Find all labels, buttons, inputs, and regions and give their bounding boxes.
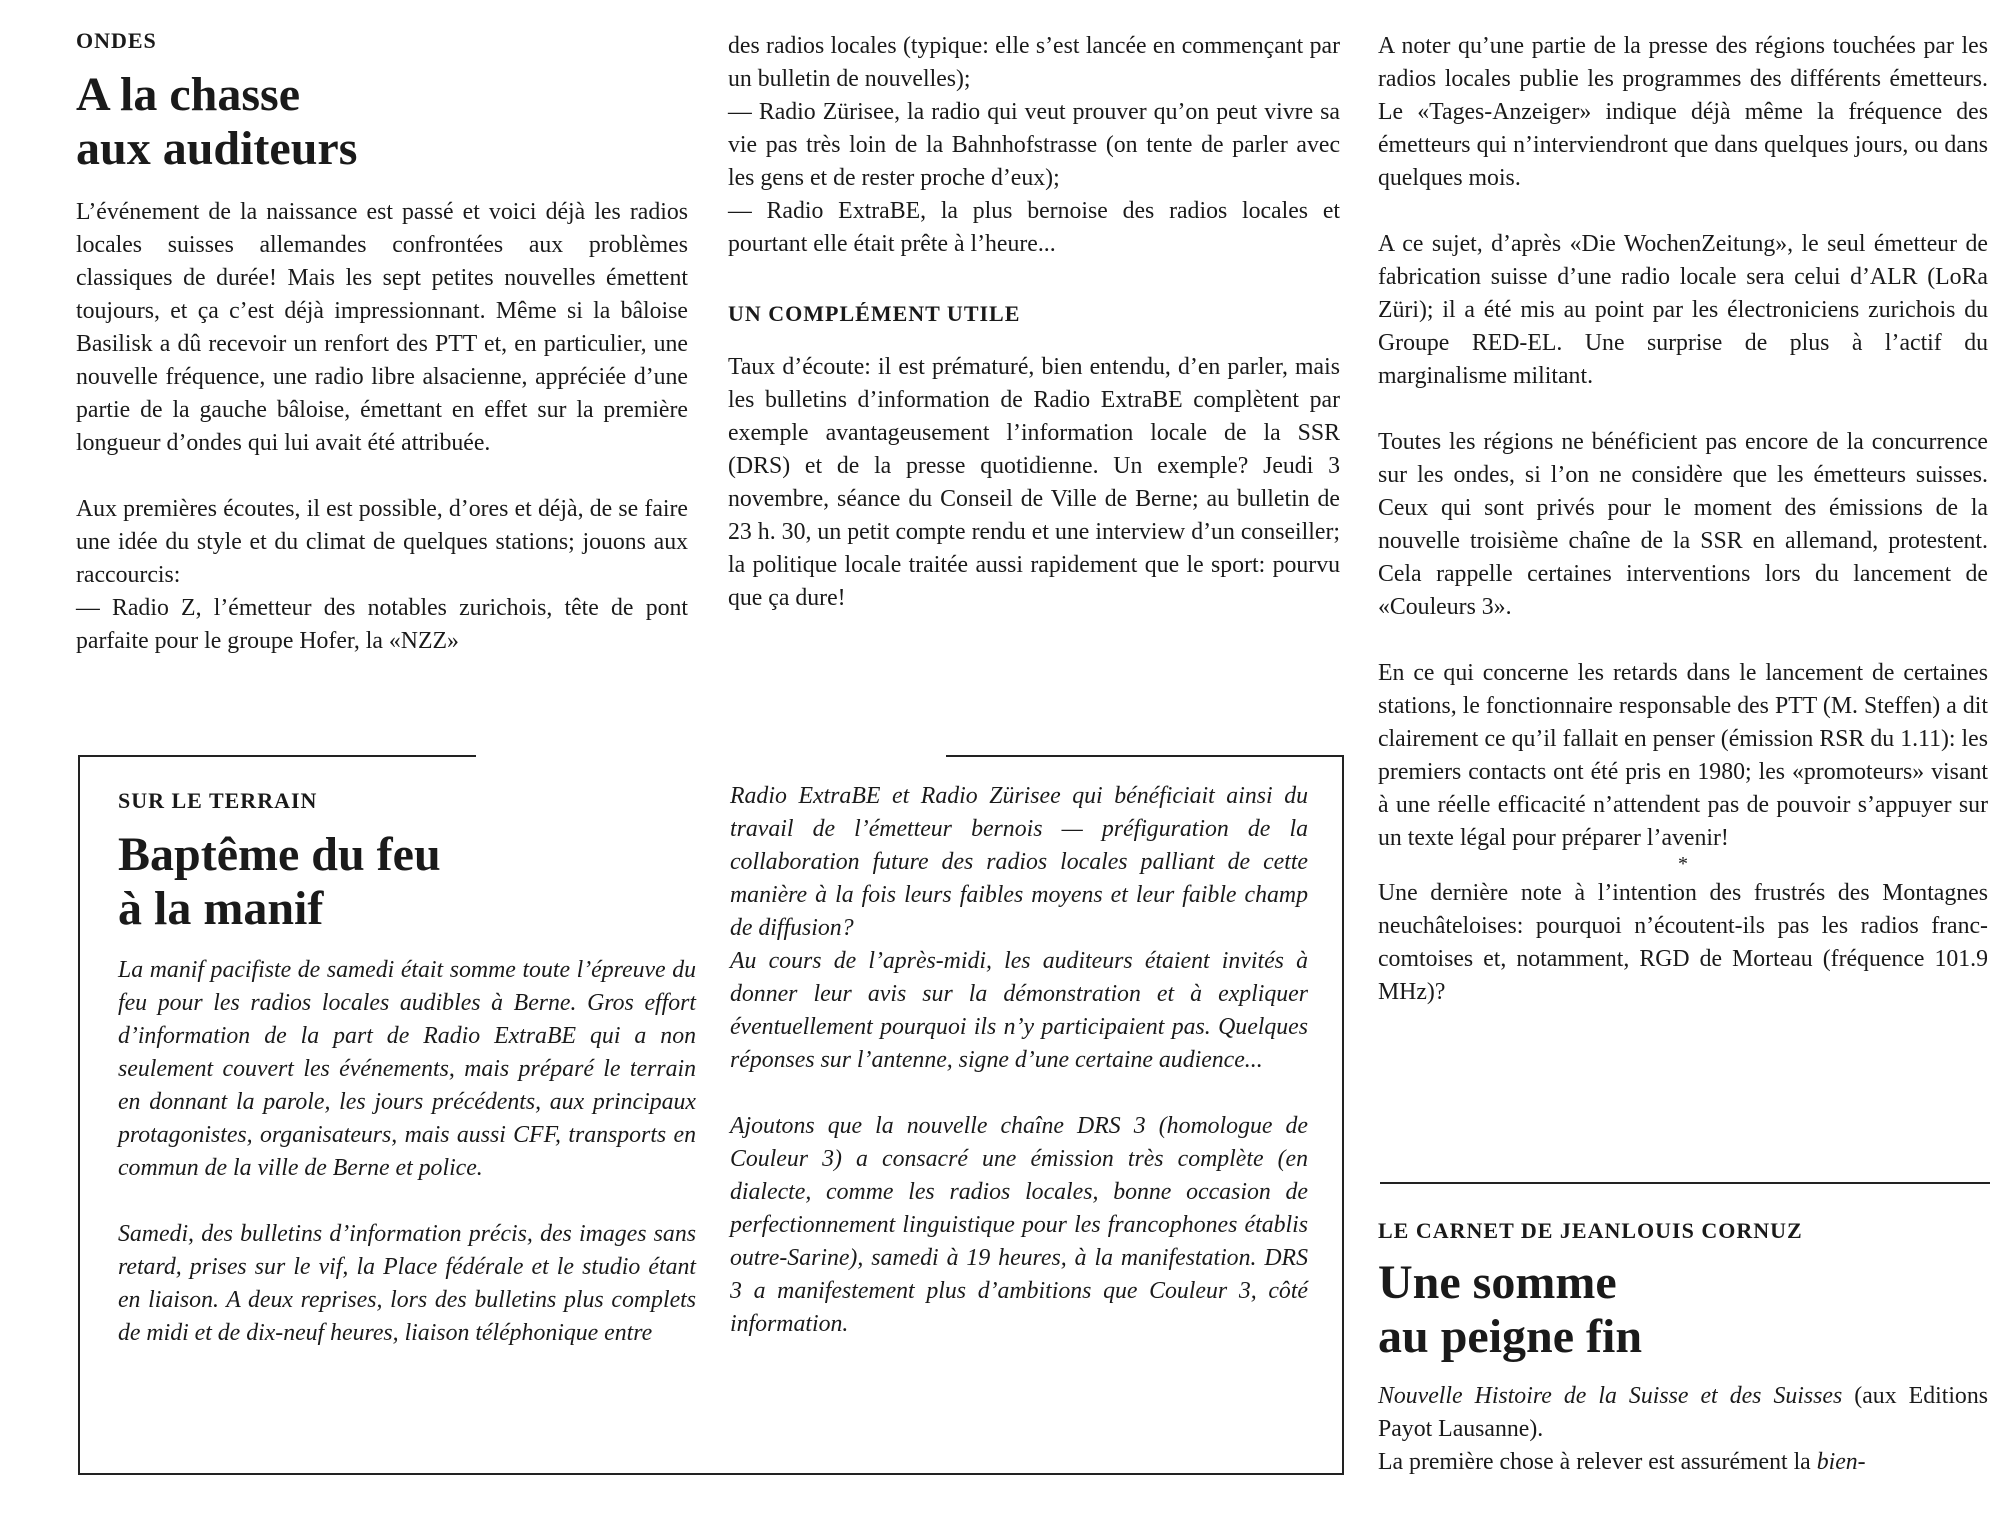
article-paragraph: — Radio ExtraBE, la plus bernoise des radios locales et pourtant elle était prête à l’heure... xyxy=(728,198,1340,257)
article-paragraph: — Radio Z, l’émetteur des notables zurichois, tête de pont parfaite pour le groupe Hofer, la «NZZ» xyxy=(76,595,688,654)
carnet-text: La première chose à relever est assurément la xyxy=(1378,1449,1817,1475)
box-headline xyxy=(118,828,696,936)
article-paragraph: Aux premières écoutes, il est possible, d’ores et déjà, de se faire une idée du style et du climat de quelques stations; jouons aux raccourcis: xyxy=(76,496,688,588)
box-top-left-rule xyxy=(78,755,476,757)
box-left-rule xyxy=(78,755,80,1475)
article-paragraph: Taux d’écoute: il est prématuré, bien entendu, d’en parler, mais les bulletins d’information de Radio ExtraBE complètent par exemple avantageusement l’information locale de la SSR (DRS) et de la presse quotidienne. Un exemple? Jeudi 3 novembre, séance du Conseil de Ville de Berne; au bulletin de 23 h. 30, un petit compte rendu et une interview d’un conseiller; la politique locale traitée aussi rapidement que le sport: pourvu que ça dure! xyxy=(728,354,1340,611)
left-column xyxy=(76,28,688,658)
article-paragraph: A noter qu’une partie de la presse des régions touchées par les radios locales publie les programmes des différents émetteurs. Le «Tages-Anzeiger» indique déjà même la fréquence des émetteurs qui n’interviendront que dans quelques jours, ou dans quelques mois. xyxy=(1378,33,1988,191)
carnet-last-line xyxy=(1378,1446,1988,1479)
box-top-right-rule xyxy=(946,755,1344,757)
box-right-rule xyxy=(1342,755,1344,1475)
carnet-intro xyxy=(1378,1380,1988,1446)
box-paragraph: Samedi, des bulletins d’information précis, des images sans retard, prises sur le vif, la Place fédérale et le studio étant en liaison. A deux reprises, lors des bulletins plus complets de midi et de dix-neuf heures, liaison téléphonique entre xyxy=(118,1221,696,1346)
carnet-headline xyxy=(1378,1256,1988,1364)
headline-line-2: aux auditeurs xyxy=(76,122,358,175)
article-paragraph: — Radio Zürisee, la radio qui veut prouver qu’on peut vivre sa vie pas très loin de la Bahnhofstrasse (on tente de parler avec les gens et de rester proche d’eux); xyxy=(728,99,1340,191)
box-bottom-rule xyxy=(78,1473,1344,1475)
article-paragraph: Une dernière note à l’intention des frustrés des Montagnes neuchâteloises: pourquoi n’écoutent-ils pas les radios franc-comtoises et, notamment, RGD de Morteau (fréquence 101.9 MHz)? xyxy=(1378,880,1988,1005)
article-paragraph: En ce qui concerne les retards dans le lancement de certaines stations, le fonctionnaire responsable des PTT (M. Steffen) a dit clairement ce qu’il fallait en penser (émission RSR du 1.11): les premiers contacts ont été pris en 1980; les «promoteurs» visant à une réelle efficacité n’attendent pas de pouvoir s’appuyer sur un texte légal pour préparer l’avenir! xyxy=(1378,660,1988,851)
carnet-text-italic: bien- xyxy=(1816,1449,1866,1475)
carnet-headline-line-1: Une somme xyxy=(1378,1256,1617,1309)
separator-asterisk: * xyxy=(1678,853,1688,875)
book-publisher: (aux Editions Payot Lausanne). xyxy=(1378,1383,1988,1442)
box-left-column xyxy=(118,788,696,1350)
carnet-section xyxy=(1378,1218,1988,1479)
box-headline-line-1: Baptême du feu xyxy=(118,828,441,881)
subheading: UN COMPLÉMENT UTILE xyxy=(728,301,1021,326)
article-paragraph: Toutes les régions ne bénéficient pas encore de la concurrence sur les ondes, si l’on ne considère que les émetteurs suisses. Ceux qui sont privés pour le moment des émissions de la nouvelle troisième chaîne de la SSR en allemand, protestent. Cela rappelle certaines interventions lors du lancement de «Couleurs 3». xyxy=(1378,429,1988,620)
article-paragraph: L’événement de la naissance est passé et voici déjà les radios locales suisses allemandes confrontées aux problèmes classiques de durée! Mais les sept petites nouvelles émettent toujours, et ça c’est déjà impressionnant. Même si la bâloise Basilisk a dû recevoir un renfort des PTT et, en particulier, une nouvelle fréquence, une radio libre alsacienne, appréciée d’une partie de la gauche bâloise, émettant en effet sur la première longueur d’ondes qui lui avait été attribuée. xyxy=(76,199,688,456)
middle-column xyxy=(728,30,1340,615)
box-paragraph: Ajoutons que la nouvelle chaîne DRS 3 (homologue de Couleur 3) a consacré une émission très complète (en dialecte, comme les radios locales, bonne occasion de perfectionnement linguistique pour les francophones établis outre-Sarine), samedi à 19 heures, à la manifestation. DRS 3 a manifestement plus d’ambitions que Couleur 3, côté information. xyxy=(730,1113,1308,1337)
carnet-kicker: LE CARNET DE JEANLOUIS CORNUZ xyxy=(1378,1218,1803,1243)
headline-line-1: A la chasse xyxy=(76,68,301,121)
box-paragraph: Au cours de l’après-midi, les auditeurs étaient invités à donner leur avis sur la démonstration et à expliquer éventuellement pourquoi ils n’y participaient pas. Quelques réponses sur l’antenne, signe d’une certaine audience... xyxy=(730,948,1308,1073)
section-kicker: ONDES xyxy=(76,28,157,53)
carnet-top-rule xyxy=(1380,1182,1990,1184)
box-paragraph: Radio ExtraBE et Radio Zürisee qui bénéficiait ainsi du travail de l’émetteur bernois — préfiguration de la collaboration future des radios locales palliant de cette manière à la fois leurs faibles moyens et leur faible champ de diffusion? xyxy=(730,783,1308,941)
box-right-column xyxy=(730,780,1308,1341)
article-headline xyxy=(76,68,688,176)
book-title: Nouvelle Histoire de la Suisse et des Suisses xyxy=(1378,1383,1843,1409)
box-paragraph: La manif pacifiste de samedi était somme toute l’épreuve du feu pour les radios locales audibles à Berne. Gros effort d’information de la part de Radio ExtraBE qui a non seulement couvert les événements, mais préparé le terrain en donnant la parole, les jours précédents, aux principaux protagonistes, organisateurs, mais aussi CFF, transports en commun de la ville de Berne et police. xyxy=(118,957,696,1181)
carnet-headline-line-2: au peigne fin xyxy=(1378,1310,1643,1363)
article-paragraph: A ce sujet, d’après «Die WochenZeitung», le seul émetteur de fabrication suisse d’une radio locale sera celui d’ALR (LoRa Züri); il a été mis au point par les électroniciens zurichois du Groupe RED-EL. Une surprise de plus à l’actif du marginalisme militant. xyxy=(1378,231,1988,389)
right-column xyxy=(1378,30,1988,1009)
box-headline-line-2: à la manif xyxy=(118,882,324,935)
box-kicker: SUR LE TERRAIN xyxy=(118,788,318,813)
article-paragraph: des radios locales (typique: elle s’est lancée en commençant par un bulletin de nouvelles); xyxy=(728,33,1340,92)
